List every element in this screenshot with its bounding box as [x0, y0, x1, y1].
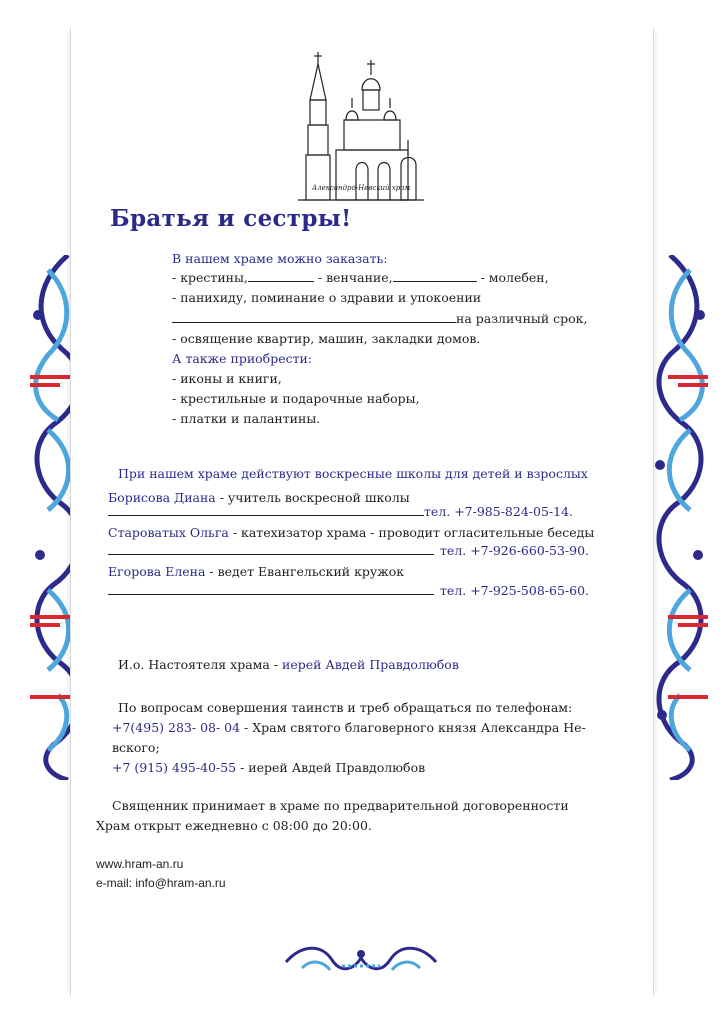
teacher-line-1: Борисова Диана - учитель воскресной школы	[108, 490, 410, 505]
rector-line: И.о. Настоятеля храма - иерей Авдей Правдолюбов	[118, 657, 459, 672]
contact-phone-2: +7 (915) 495-40-55 - иерей Авдей Правдолюбов	[112, 760, 426, 775]
school-heading: При нашем храме действуют воскресные школы для детей и взрослых	[118, 466, 588, 481]
website-link[interactable]: www.hram-an.ru	[96, 857, 184, 871]
buy-item: - иконы и книги,	[172, 371, 282, 386]
page-title: Братья и сестры!	[110, 205, 352, 232]
contact-phone-1-cont: вского;	[112, 740, 160, 755]
schedule-line-2: Храм открыт ежедневно с 08:00 до 20:00.	[96, 818, 372, 833]
schedule-line-1: Священник принимает в храме по предварительной договоренности	[112, 798, 569, 813]
teacher-phone-2: тел. +7-926-660-53-90.	[108, 543, 589, 558]
order-line-3: на различный срок,	[172, 311, 587, 326]
teacher-line-3: Егорова Елена - ведет Евангельский кружок	[108, 564, 405, 579]
contacts-heading: По вопросам совершения таинств и треб обращаться по телефонам:	[118, 700, 573, 715]
teacher-phone-1: тел. +7-985-824-05-14.	[108, 504, 573, 519]
order-line-4: - освящение квартир, машин, закладки домов.	[172, 331, 481, 346]
buy-heading: А также приобрести:	[172, 351, 313, 366]
buy-item: - платки и палантины.	[172, 411, 321, 426]
contact-phone-1: +7(495) 283- 08- 04 - Храм святого благоверного князя Александра Не-	[112, 720, 586, 735]
order-line-2: - панихиду, поминание о здравии и упокоении	[172, 290, 482, 305]
buy-item: - крестильные и подарочные наборы,	[172, 391, 420, 406]
teacher-line-2: Староватых Ольга - катехизатор храма - проводит огласительные беседы	[108, 525, 595, 540]
right-ornament	[648, 255, 710, 780]
order-line-1: - крестины, - венчание, - молебен,	[172, 270, 549, 285]
bottom-ornament	[282, 940, 440, 980]
order-heading: В нашем храме можно заказать:	[172, 251, 388, 266]
logo-caption: Александро-Невский храм	[311, 184, 411, 192]
email-link[interactable]: e-mail: info@hram-an.ru	[96, 876, 226, 890]
teacher-phone-3: тел. +7-925-508-65-60.	[108, 583, 589, 598]
